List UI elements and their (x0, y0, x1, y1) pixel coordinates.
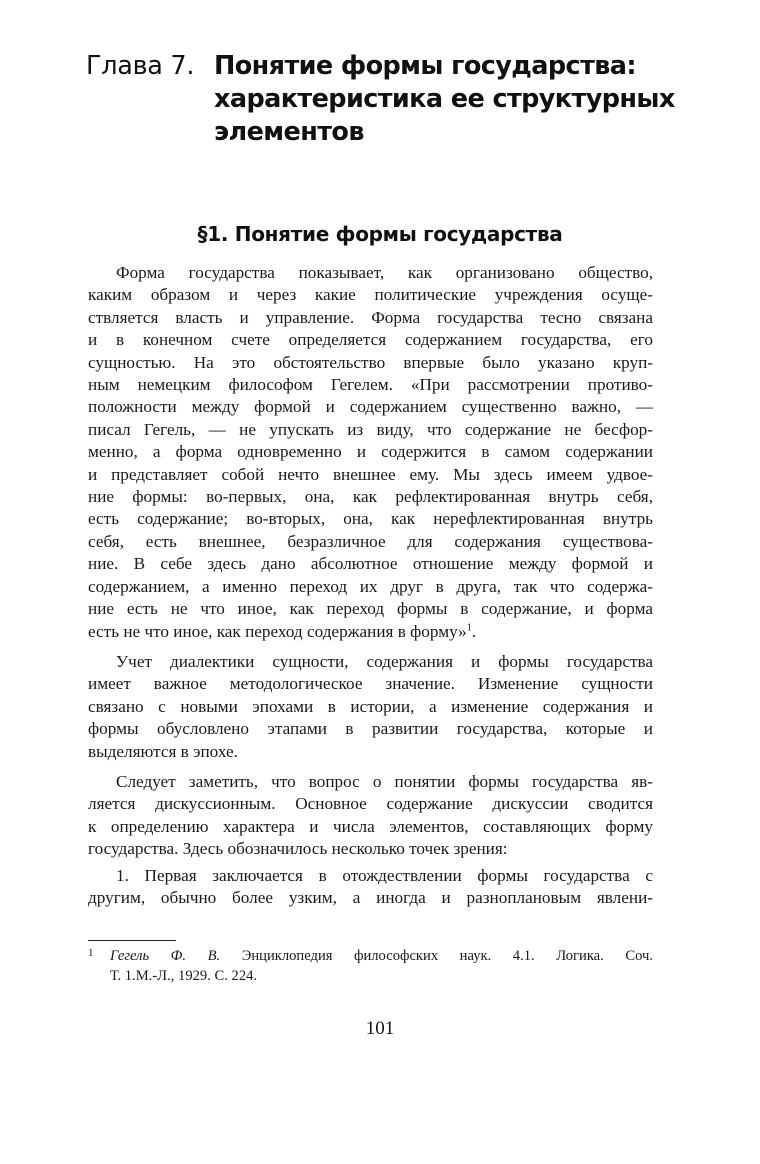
text-line: имеет важное методологическое значение. Изменение сущности (88, 674, 653, 694)
text-line: 1. Первая заключается в отождествлении формы государства с (116, 865, 653, 885)
chapter-heading (86, 50, 686, 149)
chapter-title-line: элементов (214, 117, 364, 147)
section-title: §1. Понятие формы государства (197, 222, 563, 246)
footnote-text: Энциклопедия философских наук. 4.1. Логика. Соч. (241, 948, 653, 964)
text-line: сущностью. На это обстоятельство впервые было указано круп- (88, 352, 653, 372)
chapter-title (214, 50, 675, 149)
paragraph (88, 771, 653, 861)
text-line: связано с новыми эпохами в истории, а изменение содержания и (88, 696, 653, 716)
text-line: Следует заметить, что вопрос о понятии формы государства яв- (116, 771, 653, 791)
text-line: ние формы: во-первых, она, как рефлектированная внутрь себя, (88, 487, 653, 507)
text-line: выделяются в эпохе. (88, 741, 238, 761)
text-line: и представляет собой нечто внешнее ему. Мы здесь имеем удвое- (88, 464, 653, 484)
footnote-reference: 1 (466, 621, 472, 633)
text-line: к определению характера и числа элементов, составляющих форму (88, 816, 653, 836)
paragraph (88, 262, 653, 643)
text-line-content: есть не что иное, как переход содержания в форму» (88, 621, 467, 641)
text-line: и в конечном счете определяется содержанием государства, его (88, 330, 653, 350)
text-line: формы обусловлено этапами в развитии государства, которые и (88, 719, 653, 739)
page-number: 101 (365, 1018, 395, 1039)
text-line: есть не что иное, как переход содержания в форму»$^1$. (88, 621, 477, 641)
text-line: Форма государства показывает, как организовано общество, (116, 263, 653, 282)
text-line: ние. В себе здесь дано абсолютное отношение между формой и (88, 554, 653, 574)
text-line: менно, а форма одновременно и содержится в самом содержании (88, 442, 653, 462)
text-line: есть содержание; во-вторых, она, как нерефлектированная внутрь (88, 509, 653, 529)
paragraph (88, 865, 653, 910)
footnote-author: Гегель Ф. В. (110, 948, 221, 964)
text-line: государства. Здесь обозначилось несколько точек зрения: (88, 839, 508, 859)
chapter-label: Глава 7. (86, 51, 195, 81)
text-line: содержанием, а именно переход их друг в друга, так что содержа- (88, 576, 653, 596)
chapter-title-line: характеристика ее структурных (214, 84, 675, 114)
text-line: ляется дискуссионным. Основное содержание дискуссии сводится (88, 794, 653, 814)
chapter-title-line: Понятие формы государства: (214, 51, 636, 81)
text-line: положности между формой и содержанием существенно важно, — (88, 397, 653, 417)
text-line: ние есть не что иное, как переход формы в содержание, и форма (88, 599, 653, 619)
text-line: писал Гегель, — не упускать из виду, что содержание не бесфор- (88, 419, 653, 439)
footnote-line: Т. 1.М.-Л., 1929. С. 224. (110, 968, 258, 984)
text-line: ным немецким философом Гегелем. «При рассмотрении противо- (88, 375, 653, 395)
text-line: другим, обычно более узким, а иногда и разноплановым явлени- (88, 887, 653, 907)
body-text (88, 262, 653, 917)
footnote (88, 946, 653, 986)
text-line: Учет диалектики сущности, содержания и формы государства (116, 651, 653, 671)
footnote-mark: 1 (88, 947, 94, 959)
text-line: каким образом и через какие политические учреждения осуще- (88, 285, 653, 305)
text-line: себя, есть внешнее, безразличное для содержания существова- (88, 531, 653, 551)
footnote-line (88, 946, 653, 966)
paragraph (88, 651, 653, 763)
text-line: ствляется власть и управление. Форма государства тесно связана (88, 307, 653, 327)
footnote-divider (88, 940, 176, 941)
